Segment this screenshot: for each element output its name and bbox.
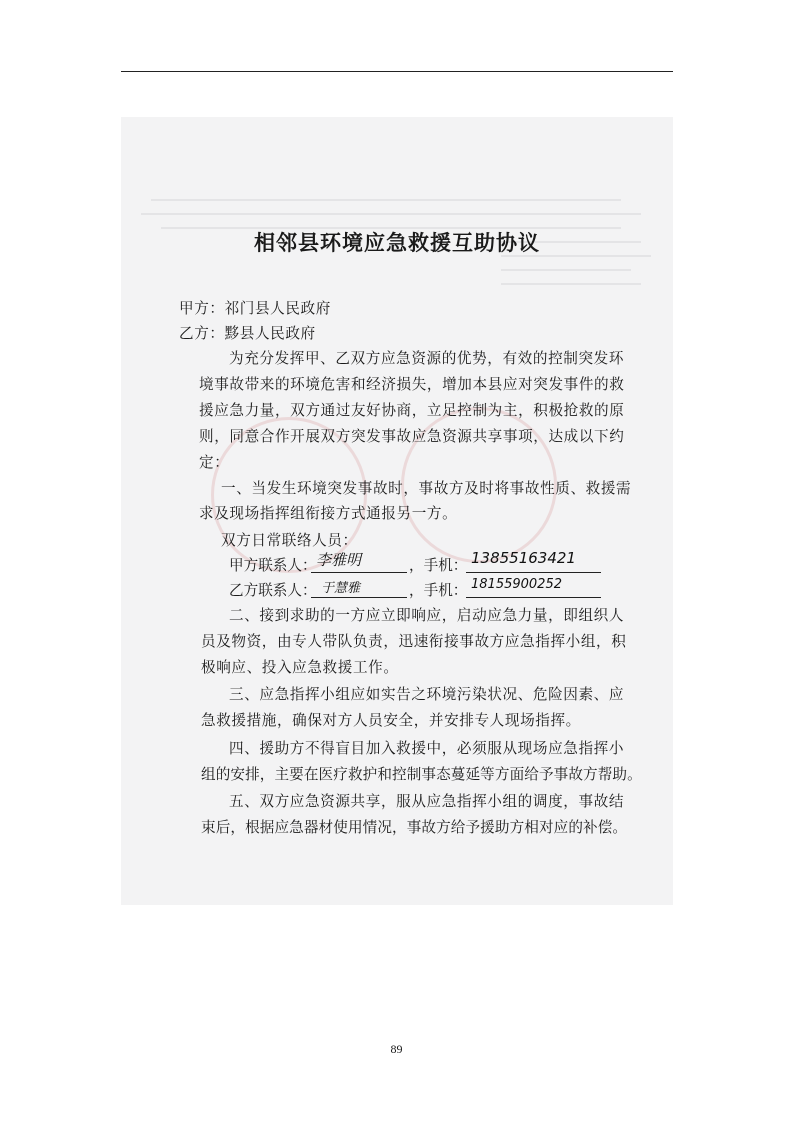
clause-4-line: 组的安排，主要在医疗救护和控制事态蔓延等方面给予事故方帮助。 <box>201 766 642 783</box>
clause-2-line: 员及物资，由专人带队负责，迅速衔接事故方应急指挥小组，积 <box>201 633 627 650</box>
page-number: 89 <box>390 1042 403 1056</box>
show-through-text <box>121 117 673 297</box>
party-b-contact-label: 乙方联系人： <box>229 582 317 599</box>
clause-2-line: 二、接到求助的一方应立即响应，启动应急力量，即组织人 <box>229 607 625 624</box>
signature-line <box>311 597 407 598</box>
party-a-phone-label: ，手机： <box>409 557 468 574</box>
party-b-phone: 18155900252 <box>471 577 562 592</box>
document-title: 相邻县环境应急救援互助协议 <box>254 230 540 255</box>
header-rule <box>121 71 673 72</box>
preamble-line: 则，同意合作开展双方突发事故应急资源共享事项，达成以下约 <box>199 428 625 445</box>
clause-3-line: 三、应急指挥小组应如实告之环境污染状况、危险因素、应 <box>229 686 625 703</box>
phone-line <box>466 597 601 598</box>
scanned-document <box>121 117 673 905</box>
clause-1-line: 一、当发生环境突发事故时，事故方及时将事故性质、救援需 <box>221 480 632 497</box>
party-b: 乙方：黟县人民政府 <box>179 325 316 342</box>
clause-4-line: 四、援助方不得盲目加入救援中，必须服从现场应急指挥小 <box>229 740 625 757</box>
preamble-line: 援应急力量，双方通过友好协商，立足控制为主，积极抢救的原 <box>199 402 625 419</box>
clause-3-line: 急救援措施，确保对方人员安全，并安排专人现场指挥。 <box>201 712 581 729</box>
phone-line <box>466 572 601 573</box>
party-a-phone: 13855163421 <box>471 549 576 567</box>
preamble-line: 定： <box>199 454 230 471</box>
signature-line <box>311 572 407 573</box>
contacts-heading: 双方日常联络人员： <box>221 532 358 549</box>
party-b-phone-label: ，手机： <box>409 582 468 599</box>
party-b-contact-signature: 于慧雅 <box>321 581 361 596</box>
party-a-contact-signature: 李雅明 <box>316 551 362 569</box>
clause-2-line: 极响应、投入应急救援工作。 <box>201 659 399 676</box>
clause-5-line: 五、双方应急资源共享，服从应急指挥小组的调度，事故结 <box>229 793 625 810</box>
clause-5-line: 束后，根据应急器材使用情况，事故方给予援助方相对应的补偿。 <box>201 819 628 836</box>
party-a-contact-label: 甲方联系人： <box>229 557 317 574</box>
preamble-line: 为充分发挥甲、乙双方应急资源的优势，有效的控制突发环 <box>229 350 625 367</box>
party-a: 甲方：祁门县人民政府 <box>179 300 331 317</box>
clause-1-line: 求及现场指挥组衔接方式通报另一方。 <box>199 505 458 522</box>
preamble-line: 境事故带来的环境危害和经济损失，增加本县应对突发事件的救 <box>199 376 625 393</box>
